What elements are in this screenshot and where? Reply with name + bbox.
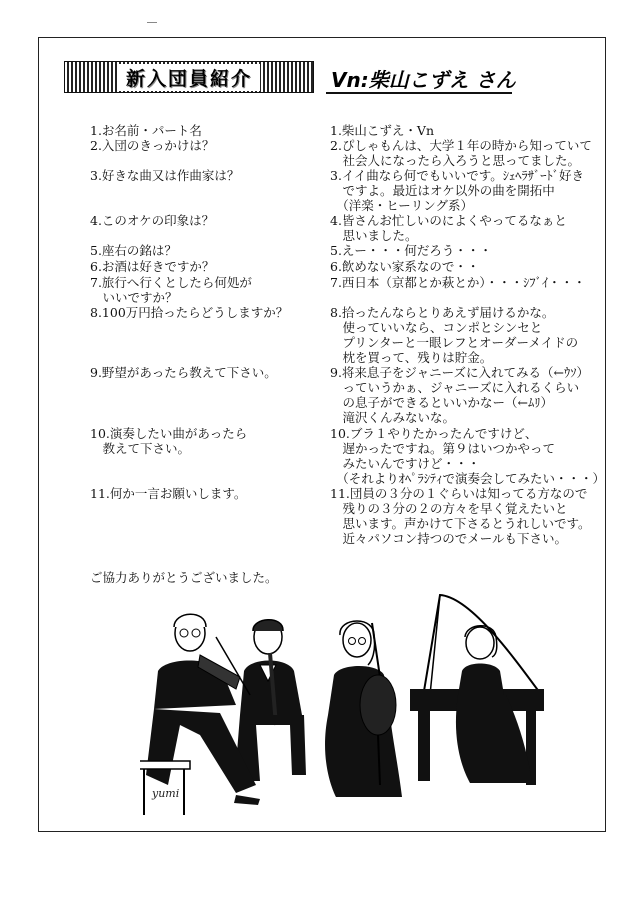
page-title: 新入団員紹介 bbox=[118, 64, 260, 91]
artist-signature: yumi bbox=[152, 787, 180, 800]
answer-11: 11.団員の３分の１ぐらいは知ってる方なので 残りの３分の２の方々を早く覚えたいと 思います。声かけて下さるとうれしいです。 近々パソコン持つのでメールも下さい。 bbox=[330, 486, 591, 546]
answer-7: 7.西日本（京都とか萩とか）・・・ｼﾌﾞｲ・・・ bbox=[330, 275, 586, 290]
title-box bbox=[64, 61, 314, 93]
question-4: 4.このオケの印象は？ bbox=[90, 213, 215, 228]
answer-9: 9.将来息子をジャニーズに入れてみる（←ｳｿ） っていうかぁ、ジャニーズに入れるくらい の息子ができるといいかなー（←ﾑﾘ） 滝沢くんみないな。 bbox=[330, 365, 590, 425]
question-5: 5.座右の銘は？ bbox=[90, 243, 177, 258]
page-mark bbox=[147, 22, 157, 23]
member-name: Vn:柴山こずえ さん bbox=[331, 68, 516, 92]
question-10: 10.演奏したい曲があったら 教えて下さい。 bbox=[90, 426, 248, 456]
question-1: 1.お名前・パート名 bbox=[90, 123, 202, 138]
question-6: 6.お酒は好きですか？ bbox=[90, 259, 215, 274]
question-3: 3.好きな曲又は作曲家は？ bbox=[90, 168, 240, 183]
answer-2: 2.ぴしゃもんは、大学１年の時から知っていて 社会人になったら入ろうと思ってました。 bbox=[330, 138, 592, 168]
thanks-text: ご協力ありがとうございました。 bbox=[90, 570, 278, 585]
clarinetist-figure-icon bbox=[236, 620, 306, 781]
answer-10: 10.ブラ１やりたかったんですけど、 遅かったですね。第９はいつかやって みたいんですけど・・・ （それよりｵﾍﾟﾗｼﾃｨで演奏会してみたい・・・） bbox=[330, 426, 606, 486]
answer-6: 6.飲めない家系なので・・ bbox=[330, 259, 480, 274]
question-9: 9.野望があったら教えて下さい。 bbox=[90, 365, 277, 380]
question-11: 11.何か一言お願いします。 bbox=[90, 486, 247, 501]
answer-4: 4.皆さんお忙しいのによくやってるなぁと 思いました。 bbox=[330, 213, 567, 243]
question-8: 8.100万円拾ったらどうしますか？ bbox=[90, 305, 289, 320]
member-underline bbox=[326, 92, 512, 94]
quartet-illustration bbox=[140, 585, 550, 820]
answer-8: 8.拾ったんならとりあえず届けるかな。 使っていいなら、コンポとシンセと プリンターと一眼レフとオーダーメイドの 枕を買って、残りは貯金。 bbox=[330, 305, 579, 365]
question-2: 2.入団のきっかけは？ bbox=[90, 138, 215, 153]
cellist-figure-icon bbox=[325, 621, 402, 797]
question-7: 7.旅行へ行くとしたら何処が いいですか？ bbox=[90, 275, 252, 305]
answer-5: 5.えー・・・何だろう・・・ bbox=[330, 243, 492, 258]
answer-1: 1.柴山こずえ・Vn bbox=[330, 123, 435, 138]
answer-3: 3.イイ曲なら何でもいいです。ｼｪﾍﾗｻﾞｰﾄﾞ好き ですよ。最近はオケ以外の曲を開拓中 （洋楽・ヒーリング系） bbox=[330, 168, 585, 213]
